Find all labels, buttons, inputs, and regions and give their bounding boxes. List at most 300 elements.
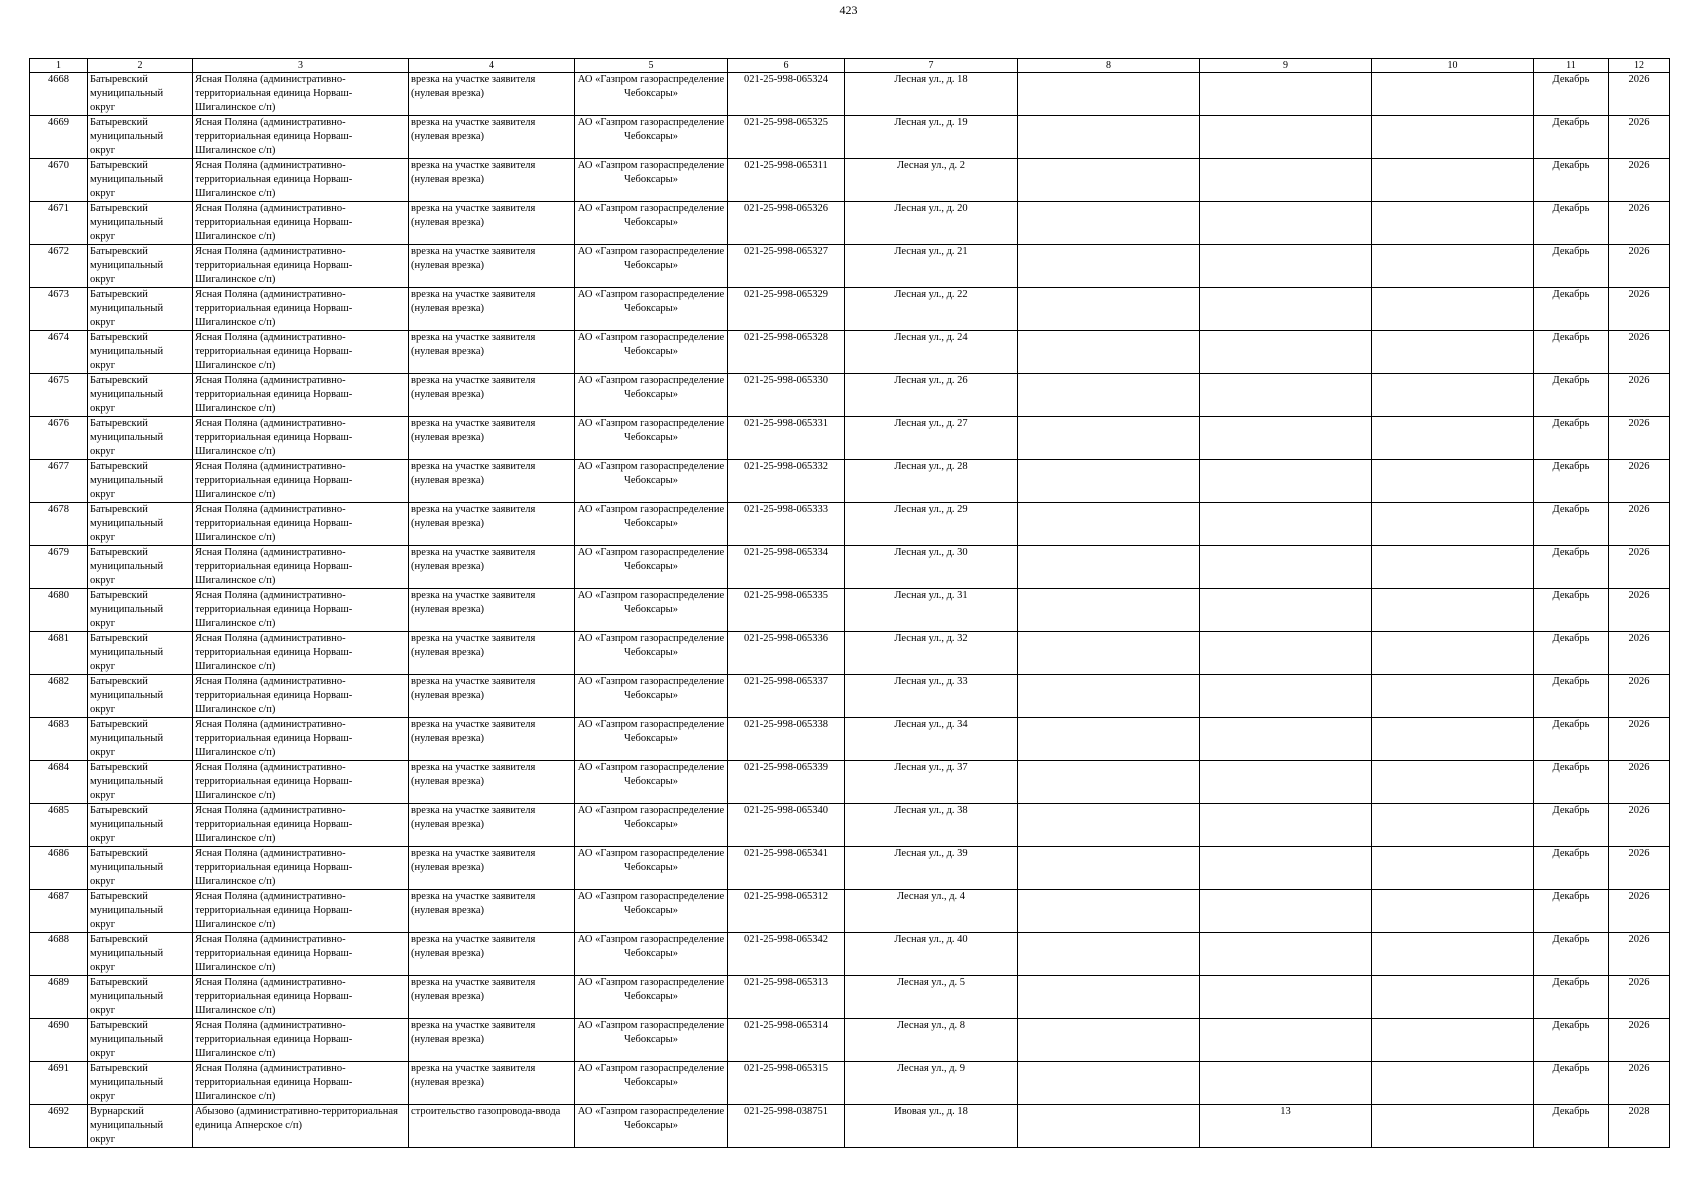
settlement-cell: Ясная Поляна (административно-территориальная единица Норваш-Шигалинское с/п) — [193, 73, 409, 116]
organization-cell: АО «Газпром газораспределение Чебоксары» — [575, 718, 728, 761]
address-cell: Лесная ул., д. 27 — [845, 417, 1018, 460]
district-cell: Батыревский муниципальный округ — [88, 417, 193, 460]
row-number-cell: 4679 — [30, 546, 88, 589]
month-cell: Декабрь — [1534, 632, 1609, 675]
column-8-cell — [1018, 1105, 1200, 1148]
column-8-cell — [1018, 374, 1200, 417]
column-8-cell — [1018, 933, 1200, 976]
work-type-cell: врезка на участке заявителя (нулевая врезка) — [409, 675, 575, 718]
column-10-cell — [1372, 976, 1534, 1019]
object-code-cell: 021-25-998-065315 — [728, 1062, 845, 1105]
month-cell: Декабрь — [1534, 890, 1609, 933]
column-9-cell — [1200, 675, 1372, 718]
table-body — [30, 73, 1670, 1148]
settlement-cell: Ясная Поляна (административно-территориальная единица Норваш-Шигалинское с/п) — [193, 632, 409, 675]
work-type-cell: врезка на участке заявителя (нулевая врезка) — [409, 718, 575, 761]
object-code-cell: 021-25-998-065324 — [728, 73, 845, 116]
address-cell: Лесная ул., д. 5 — [845, 976, 1018, 1019]
address-cell: Лесная ул., д. 22 — [845, 288, 1018, 331]
district-cell: Батыревский муниципальный округ — [88, 632, 193, 675]
address-cell: Лесная ул., д. 26 — [845, 374, 1018, 417]
column-8-cell — [1018, 976, 1200, 1019]
district-cell: Батыревский муниципальный округ — [88, 202, 193, 245]
month-cell: Декабрь — [1534, 374, 1609, 417]
object-code-cell: 021-25-998-065326 — [728, 202, 845, 245]
column-8-cell — [1018, 890, 1200, 933]
column-header: 2 — [88, 59, 193, 73]
district-cell: Батыревский муниципальный округ — [88, 933, 193, 976]
column-10-cell — [1372, 73, 1534, 116]
row-number-cell: 4690 — [30, 1019, 88, 1062]
column-10-cell — [1372, 245, 1534, 288]
organization-cell: АО «Газпром газораспределение Чебоксары» — [575, 976, 728, 1019]
district-cell: Батыревский муниципальный округ — [88, 460, 193, 503]
row-number-cell: 4681 — [30, 632, 88, 675]
address-cell: Лесная ул., д. 24 — [845, 331, 1018, 374]
month-cell: Декабрь — [1534, 1019, 1609, 1062]
year-cell: 2026 — [1609, 546, 1670, 589]
month-cell: Декабрь — [1534, 331, 1609, 374]
settlement-cell: Ясная Поляна (административно-территориальная единица Норваш-Шигалинское с/п) — [193, 1019, 409, 1062]
row-number-cell: 4686 — [30, 847, 88, 890]
district-cell: Батыревский муниципальный округ — [88, 546, 193, 589]
month-cell: Декабрь — [1534, 804, 1609, 847]
table-row — [30, 1019, 1670, 1062]
work-type-cell: врезка на участке заявителя (нулевая врезка) — [409, 804, 575, 847]
column-9-cell — [1200, 331, 1372, 374]
district-cell: Батыревский муниципальный округ — [88, 761, 193, 804]
work-type-cell: врезка на участке заявителя (нулевая врезка) — [409, 890, 575, 933]
column-9-cell — [1200, 847, 1372, 890]
organization-cell: АО «Газпром газораспределение Чебоксары» — [575, 374, 728, 417]
column-10-cell — [1372, 632, 1534, 675]
address-cell: Лесная ул., д. 21 — [845, 245, 1018, 288]
organization-cell: АО «Газпром газораспределение Чебоксары» — [575, 159, 728, 202]
column-8-cell — [1018, 546, 1200, 589]
row-number-cell: 4668 — [30, 73, 88, 116]
column-header: 10 — [1372, 59, 1534, 73]
work-type-cell: врезка на участке заявителя (нулевая врезка) — [409, 933, 575, 976]
table-row — [30, 331, 1670, 374]
column-8-cell — [1018, 589, 1200, 632]
table-row — [30, 374, 1670, 417]
table-row — [30, 1105, 1670, 1148]
organization-cell: АО «Газпром газораспределение Чебоксары» — [575, 202, 728, 245]
object-code-cell: 021-25-998-065336 — [728, 632, 845, 675]
work-type-cell: врезка на участке заявителя (нулевая врезка) — [409, 589, 575, 632]
column-10-cell — [1372, 1105, 1534, 1148]
year-cell: 2026 — [1609, 159, 1670, 202]
column-8-cell — [1018, 460, 1200, 503]
organization-cell: АО «Газпром газораспределение Чебоксары» — [575, 245, 728, 288]
column-10-cell — [1372, 116, 1534, 159]
year-cell: 2026 — [1609, 245, 1670, 288]
month-cell: Декабрь — [1534, 73, 1609, 116]
address-cell: Лесная ул., д. 18 — [845, 73, 1018, 116]
settlement-cell: Ясная Поляна (административно-территориальная единица Норваш-Шигалинское с/п) — [193, 374, 409, 417]
object-code-cell: 021-25-998-065330 — [728, 374, 845, 417]
table-row — [30, 761, 1670, 804]
column-10-cell — [1372, 374, 1534, 417]
column-8-cell — [1018, 1019, 1200, 1062]
district-cell: Батыревский муниципальный округ — [88, 331, 193, 374]
page-number: 423 — [839, 3, 858, 17]
settlement-cell: Ясная Поляна (административно-территориальная единица Норваш-Шигалинское с/п) — [193, 718, 409, 761]
organization-cell: АО «Газпром газораспределение Чебоксары» — [575, 288, 728, 331]
column-10-cell — [1372, 546, 1534, 589]
object-code-cell: 021-25-998-065312 — [728, 890, 845, 933]
settlement-cell: Ясная Поляна (административно-территориальная единица Норваш-Шигалинское с/п) — [193, 116, 409, 159]
settlement-cell: Ясная Поляна (административно-территориальная единица Норваш-Шигалинское с/п) — [193, 159, 409, 202]
work-type-cell: врезка на участке заявителя (нулевая врезка) — [409, 1062, 575, 1105]
district-cell: Батыревский муниципальный округ — [88, 245, 193, 288]
month-cell: Декабрь — [1534, 546, 1609, 589]
organization-cell: АО «Газпром газораспределение Чебоксары» — [575, 1062, 728, 1105]
table-row — [30, 503, 1670, 546]
month-cell: Декабрь — [1534, 933, 1609, 976]
year-cell: 2026 — [1609, 1062, 1670, 1105]
work-type-cell: врезка на участке заявителя (нулевая врезка) — [409, 976, 575, 1019]
settlement-cell: Ясная Поляна (административно-территориальная единица Норваш-Шигалинское с/п) — [193, 890, 409, 933]
row-number-cell: 4677 — [30, 460, 88, 503]
address-cell: Лесная ул., д. 37 — [845, 761, 1018, 804]
column-9-cell — [1200, 761, 1372, 804]
row-number-cell: 4687 — [30, 890, 88, 933]
row-number-cell: 4692 — [30, 1105, 88, 1148]
column-10-cell — [1372, 202, 1534, 245]
object-code-cell: 021-25-998-065314 — [728, 1019, 845, 1062]
row-number-cell: 4674 — [30, 331, 88, 374]
settlement-cell: Ясная Поляна (административно-территориальная единица Норваш-Шигалинское с/п) — [193, 1062, 409, 1105]
object-code-cell: 021-25-998-065332 — [728, 460, 845, 503]
row-number-cell: 4672 — [30, 245, 88, 288]
object-code-cell: 021-25-998-065339 — [728, 761, 845, 804]
settlement-cell: Ясная Поляна (административно-территориальная единица Норваш-Шигалинское с/п) — [193, 288, 409, 331]
settlement-cell: Ясная Поляна (административно-территориальная единица Норваш-Шигалинское с/п) — [193, 417, 409, 460]
column-10-cell — [1372, 460, 1534, 503]
column-9-cell — [1200, 976, 1372, 1019]
row-number-cell: 4671 — [30, 202, 88, 245]
table-row — [30, 116, 1670, 159]
settlement-cell: Ясная Поляна (административно-территориальная единица Норваш-Шигалинское с/п) — [193, 202, 409, 245]
object-code-cell: 021-25-998-065328 — [728, 331, 845, 374]
table-row — [30, 804, 1670, 847]
address-cell: Лесная ул., д. 4 — [845, 890, 1018, 933]
organization-cell: АО «Газпром газораспределение Чебоксары» — [575, 331, 728, 374]
column-8-cell — [1018, 847, 1200, 890]
organization-cell: АО «Газпром газораспределение Чебоксары» — [575, 1105, 728, 1148]
column-9-cell — [1200, 933, 1372, 976]
organization-cell: АО «Газпром газораспределение Чебоксары» — [575, 503, 728, 546]
organization-cell: АО «Газпром газораспределение Чебоксары» — [575, 417, 728, 460]
column-10-cell — [1372, 1019, 1534, 1062]
settlement-cell: Ясная Поляна (административно-территориальная единица Норваш-Шигалинское с/п) — [193, 804, 409, 847]
table-row — [30, 73, 1670, 116]
district-cell: Батыревский муниципальный округ — [88, 503, 193, 546]
month-cell: Декабрь — [1534, 417, 1609, 460]
column-10-cell — [1372, 503, 1534, 546]
table-row — [30, 589, 1670, 632]
table-row — [30, 976, 1670, 1019]
column-8-cell — [1018, 632, 1200, 675]
year-cell: 2026 — [1609, 718, 1670, 761]
organization-cell: АО «Газпром газораспределение Чебоксары» — [575, 761, 728, 804]
column-header: 11 — [1534, 59, 1609, 73]
object-code-cell: 021-25-998-065311 — [728, 159, 845, 202]
column-10-cell — [1372, 804, 1534, 847]
year-cell: 2026 — [1609, 1019, 1670, 1062]
work-type-cell: врезка на участке заявителя (нулевая врезка) — [409, 632, 575, 675]
address-cell: Лесная ул., д. 38 — [845, 804, 1018, 847]
column-8-cell — [1018, 761, 1200, 804]
address-cell: Лесная ул., д. 28 — [845, 460, 1018, 503]
settlement-cell: Ясная Поляна (административно-территориальная единица Норваш-Шигалинское с/п) — [193, 847, 409, 890]
column-8-cell — [1018, 718, 1200, 761]
work-type-cell: врезка на участке заявителя (нулевая врезка) — [409, 159, 575, 202]
column-8-cell — [1018, 245, 1200, 288]
table-row — [30, 546, 1670, 589]
row-number-cell: 4684 — [30, 761, 88, 804]
district-cell: Батыревский муниципальный округ — [88, 374, 193, 417]
column-10-cell — [1372, 933, 1534, 976]
column-9-cell — [1200, 546, 1372, 589]
row-number-cell: 4685 — [30, 804, 88, 847]
column-9-cell — [1200, 116, 1372, 159]
object-code-cell: 021-25-998-065342 — [728, 933, 845, 976]
work-type-cell: врезка на участке заявителя (нулевая врезка) — [409, 73, 575, 116]
month-cell: Декабрь — [1534, 675, 1609, 718]
year-cell: 2026 — [1609, 374, 1670, 417]
month-cell: Декабрь — [1534, 116, 1609, 159]
work-type-cell: врезка на участке заявителя (нулевая врезка) — [409, 417, 575, 460]
row-number-cell: 4678 — [30, 503, 88, 546]
column-9-cell — [1200, 202, 1372, 245]
address-cell: Лесная ул., д. 40 — [845, 933, 1018, 976]
row-number-cell: 4682 — [30, 675, 88, 718]
work-type-cell: врезка на участке заявителя (нулевая врезка) — [409, 245, 575, 288]
year-cell: 2026 — [1609, 331, 1670, 374]
object-code-cell: 021-25-998-065329 — [728, 288, 845, 331]
year-cell: 2026 — [1609, 632, 1670, 675]
column-9-cell — [1200, 1019, 1372, 1062]
district-cell: Батыревский муниципальный округ — [88, 847, 193, 890]
year-cell: 2028 — [1609, 1105, 1670, 1148]
object-code-cell: 021-25-998-065327 — [728, 245, 845, 288]
month-cell: Декабрь — [1534, 1105, 1609, 1148]
row-number-cell: 4669 — [30, 116, 88, 159]
column-10-cell — [1372, 761, 1534, 804]
column-header: 7 — [845, 59, 1018, 73]
month-cell: Декабрь — [1534, 1062, 1609, 1105]
organization-cell: АО «Газпром газораспределение Чебоксары» — [575, 847, 728, 890]
work-type-cell: врезка на участке заявителя (нулевая врезка) — [409, 1019, 575, 1062]
table-row — [30, 632, 1670, 675]
object-code-cell: 021-25-998-065335 — [728, 589, 845, 632]
organization-cell: АО «Газпром газораспределение Чебоксары» — [575, 933, 728, 976]
settlement-cell: Ясная Поляна (административно-территориальная единица Норваш-Шигалинское с/п) — [193, 460, 409, 503]
year-cell: 2026 — [1609, 460, 1670, 503]
column-9-cell — [1200, 73, 1372, 116]
year-cell: 2026 — [1609, 116, 1670, 159]
row-number-cell: 4676 — [30, 417, 88, 460]
column-9-cell — [1200, 589, 1372, 632]
table-row — [30, 202, 1670, 245]
object-code-cell: 021-25-998-065341 — [728, 847, 845, 890]
organization-cell: АО «Газпром газораспределение Чебоксары» — [575, 890, 728, 933]
table-row — [30, 718, 1670, 761]
table-row — [30, 417, 1670, 460]
work-type-cell: врезка на участке заявителя (нулевая врезка) — [409, 761, 575, 804]
row-number-cell: 4680 — [30, 589, 88, 632]
month-cell: Декабрь — [1534, 847, 1609, 890]
month-cell: Декабрь — [1534, 245, 1609, 288]
organization-cell: АО «Газпром газораспределение Чебоксары» — [575, 632, 728, 675]
district-cell: Батыревский муниципальный округ — [88, 159, 193, 202]
district-cell: Батыревский муниципальный округ — [88, 1019, 193, 1062]
column-10-cell — [1372, 847, 1534, 890]
work-type-cell: врезка на участке заявителя (нулевая врезка) — [409, 331, 575, 374]
settlement-cell: Ясная Поляна (административно-территориальная единица Норваш-Шигалинское с/п) — [193, 589, 409, 632]
column-10-cell — [1372, 1062, 1534, 1105]
district-cell: Батыревский муниципальный округ — [88, 890, 193, 933]
column-8-cell — [1018, 116, 1200, 159]
object-code-cell: 021-25-998-065334 — [728, 546, 845, 589]
table-row — [30, 675, 1670, 718]
settlement-cell: Абызово (административно-территориальная единица Апнерское с/п) — [193, 1105, 409, 1148]
district-cell: Батыревский муниципальный округ — [88, 804, 193, 847]
settlement-cell: Ясная Поляна (административно-территориальная единица Норваш-Шигалинское с/п) — [193, 675, 409, 718]
month-cell: Декабрь — [1534, 288, 1609, 331]
column-8-cell — [1018, 675, 1200, 718]
district-cell: Батыревский муниципальный округ — [88, 288, 193, 331]
table-row — [30, 245, 1670, 288]
year-cell: 2026 — [1609, 976, 1670, 1019]
address-cell: Лесная ул., д. 31 — [845, 589, 1018, 632]
district-cell: Вурнарский муниципальный округ — [88, 1105, 193, 1148]
table-row — [30, 890, 1670, 933]
district-cell: Батыревский муниципальный округ — [88, 589, 193, 632]
column-9-cell — [1200, 632, 1372, 675]
organization-cell: АО «Газпром газораспределение Чебоксары» — [575, 116, 728, 159]
column-header: 4 — [409, 59, 575, 73]
address-cell: Лесная ул., д. 20 — [845, 202, 1018, 245]
object-code-cell: 021-25-998-065338 — [728, 718, 845, 761]
column-9-cell — [1200, 460, 1372, 503]
organization-cell: АО «Газпром газораспределение Чебоксары» — [575, 804, 728, 847]
column-9-cell — [1200, 503, 1372, 546]
address-cell: Лесная ул., д. 19 — [845, 116, 1018, 159]
column-9-cell — [1200, 288, 1372, 331]
row-number-cell: 4691 — [30, 1062, 88, 1105]
work-type-cell: врезка на участке заявителя (нулевая врезка) — [409, 202, 575, 245]
address-cell: Лесная ул., д. 33 — [845, 675, 1018, 718]
address-cell: Лесная ул., д. 30 — [845, 546, 1018, 589]
column-9-cell — [1200, 374, 1372, 417]
column-header: 6 — [728, 59, 845, 73]
month-cell: Декабрь — [1534, 503, 1609, 546]
row-number-cell: 4670 — [30, 159, 88, 202]
row-number-cell: 4683 — [30, 718, 88, 761]
column-9-cell — [1200, 890, 1372, 933]
month-cell: Декабрь — [1534, 589, 1609, 632]
work-type-cell: врезка на участке заявителя (нулевая врезка) — [409, 503, 575, 546]
object-code-cell: 021-25-998-065337 — [728, 675, 845, 718]
column-10-cell — [1372, 159, 1534, 202]
column-8-cell — [1018, 159, 1200, 202]
work-type-cell: строительство газопровода-ввода — [409, 1105, 575, 1148]
organization-cell: АО «Газпром газораспределение Чебоксары» — [575, 546, 728, 589]
month-cell: Декабрь — [1534, 761, 1609, 804]
address-cell: Лесная ул., д. 8 — [845, 1019, 1018, 1062]
settlement-cell: Ясная Поляна (административно-территориальная единица Норваш-Шигалинское с/п) — [193, 331, 409, 374]
settlement-cell: Ясная Поляна (административно-территориальная единица Норваш-Шигалинское с/п) — [193, 546, 409, 589]
column-header: 8 — [1018, 59, 1200, 73]
organization-cell: АО «Газпром газораспределение Чебоксары» — [575, 589, 728, 632]
table-row — [30, 288, 1670, 331]
district-cell: Батыревский муниципальный округ — [88, 675, 193, 718]
settlement-cell: Ясная Поляна (административно-территориальная единица Норваш-Шигалинское с/п) — [193, 761, 409, 804]
table-row — [30, 1062, 1670, 1105]
row-number-cell: 4688 — [30, 933, 88, 976]
column-header: 5 — [575, 59, 728, 73]
year-cell: 2026 — [1609, 933, 1670, 976]
table-row — [30, 933, 1670, 976]
column-8-cell — [1018, 73, 1200, 116]
year-cell: 2026 — [1609, 890, 1670, 933]
object-code-cell: 021-25-998-065325 — [728, 116, 845, 159]
table-row — [30, 460, 1670, 503]
row-number-cell: 4673 — [30, 288, 88, 331]
address-cell: Лесная ул., д. 34 — [845, 718, 1018, 761]
registry-table — [29, 58, 1670, 1148]
column-header: 9 — [1200, 59, 1372, 73]
column-10-cell — [1372, 417, 1534, 460]
month-cell: Декабрь — [1534, 718, 1609, 761]
column-number-row — [30, 59, 1670, 73]
column-10-cell — [1372, 718, 1534, 761]
organization-cell: АО «Газпром газораспределение Чебоксары» — [575, 73, 728, 116]
work-type-cell: врезка на участке заявителя (нулевая врезка) — [409, 546, 575, 589]
district-cell: Батыревский муниципальный округ — [88, 73, 193, 116]
organization-cell: АО «Газпром газораспределение Чебоксары» — [575, 1019, 728, 1062]
column-9-cell — [1200, 804, 1372, 847]
settlement-cell: Ясная Поляна (административно-территориальная единица Норваш-Шигалинское с/п) — [193, 933, 409, 976]
column-9-cell: 13 — [1200, 1105, 1372, 1148]
year-cell: 2026 — [1609, 804, 1670, 847]
work-type-cell: врезка на участке заявителя (нулевая врезка) — [409, 374, 575, 417]
settlement-cell: Ясная Поляна (административно-территориальная единица Норваш-Шигалинское с/п) — [193, 503, 409, 546]
year-cell: 2026 — [1609, 73, 1670, 116]
year-cell: 2026 — [1609, 417, 1670, 460]
object-code-cell: 021-25-998-065340 — [728, 804, 845, 847]
work-type-cell: врезка на участке заявителя (нулевая врезка) — [409, 460, 575, 503]
object-code-cell: 021-25-998-038751 — [728, 1105, 845, 1148]
column-8-cell — [1018, 804, 1200, 847]
address-cell: Лесная ул., д. 39 — [845, 847, 1018, 890]
row-number-cell: 4675 — [30, 374, 88, 417]
column-8-cell — [1018, 417, 1200, 460]
address-cell: Лесная ул., д. 2 — [845, 159, 1018, 202]
year-cell: 2026 — [1609, 288, 1670, 331]
column-9-cell — [1200, 245, 1372, 288]
table-row — [30, 159, 1670, 202]
organization-cell: АО «Газпром газораспределение Чебоксары» — [575, 675, 728, 718]
object-code-cell: 021-25-998-065331 — [728, 417, 845, 460]
work-type-cell: врезка на участке заявителя (нулевая врезка) — [409, 847, 575, 890]
year-cell: 2026 — [1609, 847, 1670, 890]
year-cell: 2026 — [1609, 589, 1670, 632]
work-type-cell: врезка на участке заявителя (нулевая врезка) — [409, 116, 575, 159]
